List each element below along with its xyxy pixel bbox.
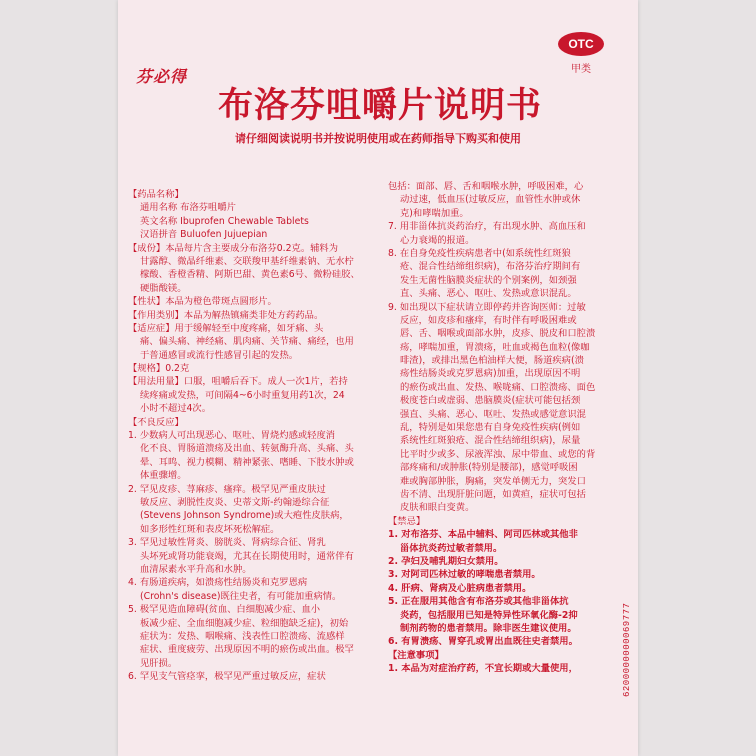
text-line: 疡性结肠炎或克罗恩病)加重，出现原因不明 xyxy=(400,368,581,380)
text-line: 部疼痛和/或肿胀(特别是腰部)，感觉呼吸困 xyxy=(400,462,578,474)
text-line: 强直、头痛、恶心、呕吐、发热或感觉意识混 xyxy=(400,408,586,420)
text-line: 2. 罕见皮疹、荨麻疹、瘙痒。极罕见严重皮肤过 xyxy=(128,483,326,495)
right-column xyxy=(388,180,620,675)
otc-badge: OTC xyxy=(558,32,604,56)
section-heading: 【性状】本品为橙色带斑点圆形片。 xyxy=(128,296,277,308)
text-line: 系统性红斑狼疮、混合性结缔组织病)，尿量 xyxy=(400,435,581,447)
text-line: 体重骤增。 xyxy=(140,470,187,482)
text-line: 5. 极罕见造血障碍(贫血、白细胞减少症、血小 xyxy=(128,604,321,616)
text-line: 3. 罕见过敏性肾炎、膀胱炎、肾病综合征、肾乳 xyxy=(128,537,326,549)
text-line: 症状为：发热、咽喉痛、浅表性口腔溃疡、流感样 xyxy=(140,630,345,642)
page-title: 布洛芬咀嚼片说明书 xyxy=(217,86,542,126)
text-line: 齿不清、出现肝脏问题，如黄疸，症状可包括 xyxy=(400,488,586,500)
text-line: (Stevens Johnson Syndrome)或大疱性皮肤病， xyxy=(140,510,349,522)
text-line: 发生无菌性脑膜炎症状的个别案例，如颈强 xyxy=(400,274,577,286)
text-line: 甘露醇、微晶纤维素、交联羧甲基纤维素钠、无水柠 xyxy=(140,255,354,267)
text-line: 6. 罕见支气管痉挛，极罕见严重过敏反应，症状 xyxy=(128,671,326,683)
section-heading: 【用法用量】口服，咀嚼后吞下。成人一次1片，若持 xyxy=(128,376,348,388)
text-line: 4. 肝病、肾病及心脏病患者禁用。 xyxy=(388,582,532,594)
brand-logo: 芬必得 xyxy=(136,67,188,86)
text-line: 症状、重度疲劳、出现原因不明的瘀伤或出血。极罕 xyxy=(140,644,354,656)
section-heading: 【注意事项】 xyxy=(388,649,444,661)
text-line: 痛、偏头痛、神经痛、肌肉痛、关节痛、痛经，也用 xyxy=(140,336,354,348)
text-line: 续疼痛或发热，可间隔4~6小时重复用药1次，24 xyxy=(140,389,345,401)
text-line: 化不良、胃肠道溃疡及出血、转氨酶升高、头痛、头 xyxy=(140,443,354,455)
section-heading: 【适应症】用于缓解轻至中度疼痛，如牙痛、头 xyxy=(128,322,324,334)
text-line: 7. 用非甾体抗炎药治疗，有出现水肿、高血压和 xyxy=(388,221,586,233)
section-heading: 【不良反应】 xyxy=(128,416,184,428)
text-line: 皮肤和眼白变黄。 xyxy=(400,502,475,514)
text-line: 6. 有胃溃疡、胃穿孔或胃出血既往史者禁用。 xyxy=(388,636,578,648)
text-line: 檬酸、香橙香精、阿斯巴甜、黄色素6号、微粉硅胶、 xyxy=(140,269,360,281)
section-heading: 【成份】本品每片含主要成分布洛芬0.2克。辅料为 xyxy=(128,242,339,254)
text-line: 反应，如皮疹和瘙痒，有时伴有呼吸困难或 xyxy=(400,314,577,326)
text-line: 1. 少数病人可出现恶心、呕吐、胃烧灼感或轻度消 xyxy=(128,430,336,442)
text-line: 硬脂酸镁。 xyxy=(140,282,187,294)
text-line: 3. 对阿司匹林过敏的哮喘患者禁用。 xyxy=(388,569,541,581)
otc-class-label: 甲类 xyxy=(571,64,591,75)
text-line: 2. 孕妇及哺乳期妇女禁用。 xyxy=(388,555,504,567)
text-line: 克)和哮喘加重。 xyxy=(400,207,469,219)
text-line: 炎药，包括服用已知是特异性环氧化酶-2抑 xyxy=(400,609,578,621)
text-line: 1. 对布洛芬、本品中辅料、阿司匹林或其他非 xyxy=(388,529,578,541)
text-line: 比平时少或多、尿液浑浊、尿中带血、或您的背 xyxy=(400,448,596,460)
text-line: 血清尿素水平升高和水肿。 xyxy=(140,563,252,575)
text-line: 的瘀伤或出血、发热、喉咙痛、口腔溃疡、面色 xyxy=(400,381,596,393)
text-line: 心力衰竭的报道。 xyxy=(400,234,475,246)
text-line: 板减少症、全血细胞减少症、粒细胞缺乏症)，初始 xyxy=(140,617,349,629)
text-line: 唇、舌、咽喉或面部水肿，皮疹、脱皮和口腔溃 xyxy=(400,328,596,340)
text-line: 头坏死或肾功能衰竭，尤其在长期使用时，通常伴有 xyxy=(140,550,354,562)
text-line: 于普通感冒或流行性感冒引起的发热。 xyxy=(140,349,299,361)
text-line: 制剂药物的患者禁用。除非医生建议使用。 xyxy=(400,622,577,634)
section-heading: 【作用类别】本品为解热镇痛类非处方药药品。 xyxy=(128,309,324,321)
text-line: 英文名称 Ibuprofen Chewable Tablets xyxy=(140,215,309,227)
text-line: 疮、混合性结缔组织病)，布洛芬治疗期间有 xyxy=(400,261,581,273)
left-column xyxy=(128,188,376,683)
text-line: 甾体抗炎药过敏者禁用。 xyxy=(400,542,503,554)
section-heading: 【禁忌】 xyxy=(388,515,426,527)
text-line: (Crohn's disease)既往史者，有可能加重病情。 xyxy=(140,590,342,602)
text-line: 敏反应、剥脱性皮炎、史蒂文斯-约翰逊综合征 xyxy=(140,496,330,508)
section-heading: 【规格】0.2克 xyxy=(128,363,190,375)
text-line: 包括：面部、唇、舌和咽喉水肿，呼吸困难，心 xyxy=(388,181,584,192)
section-heading: 【药品名称】 xyxy=(128,189,184,200)
text-line: 8. 在自身免疫性疾病患者中(如系统性红斑狼 xyxy=(388,247,571,259)
text-line: 5. 正在服用其他含有布洛芬或其他非甾体抗 xyxy=(388,596,569,608)
text-line: 小时不超过4次。 xyxy=(140,403,211,415)
text-line: 啡渣)，或排出黑色柏油样大便，肠道疾病(溃 xyxy=(400,355,584,367)
text-line: 见肝损。 xyxy=(140,657,178,669)
text-line: 动过速，低血压(过敏反应，血管性水肿或休 xyxy=(400,194,581,206)
text-line: 4. 有肠道疾病，如溃疡性结肠炎和克罗恩病 xyxy=(128,577,308,589)
text-line: 汉语拼音 Buluofen Jujuepian xyxy=(140,229,268,241)
barcode-number: 6200000000069777 xyxy=(622,602,632,698)
text-line: 通用名称 布洛芬咀嚼片 xyxy=(140,202,236,214)
text-line: 晕、耳鸣、视力模糊、精神紧张、嗜睡、下肢水肿或 xyxy=(140,456,354,468)
text-line: 9. 如出现以下症状请立即停药并咨询医师：过敏 xyxy=(388,301,586,313)
text-line: 如多形性红斑和表皮坏死松解症。 xyxy=(140,523,280,535)
text-line: 乱，特别是如果您患有自身免疫性疾病(例如 xyxy=(400,422,581,434)
text-line: 1. 本品为对症治疗药，不宜长期或大量使用， xyxy=(388,663,578,675)
subtitle: 请仔细阅读说明书并按说明使用或在药师指导下购买和使用 xyxy=(235,132,521,145)
text-line: 疡，哮喘加重，胃溃疡，吐血或褐色血粒(像咖 xyxy=(400,341,590,353)
text-line: 直、头痛、恶心、呕吐、发热或意识混乱。 xyxy=(400,288,577,300)
text-line: 极度苍白或虚弱、患脑膜炎(症状可能包括颈 xyxy=(400,395,581,407)
text-line: 难或胸部肿胀，胸痛，突发单侧无力，突发口 xyxy=(400,475,586,487)
leaflet-sheet xyxy=(118,0,638,756)
